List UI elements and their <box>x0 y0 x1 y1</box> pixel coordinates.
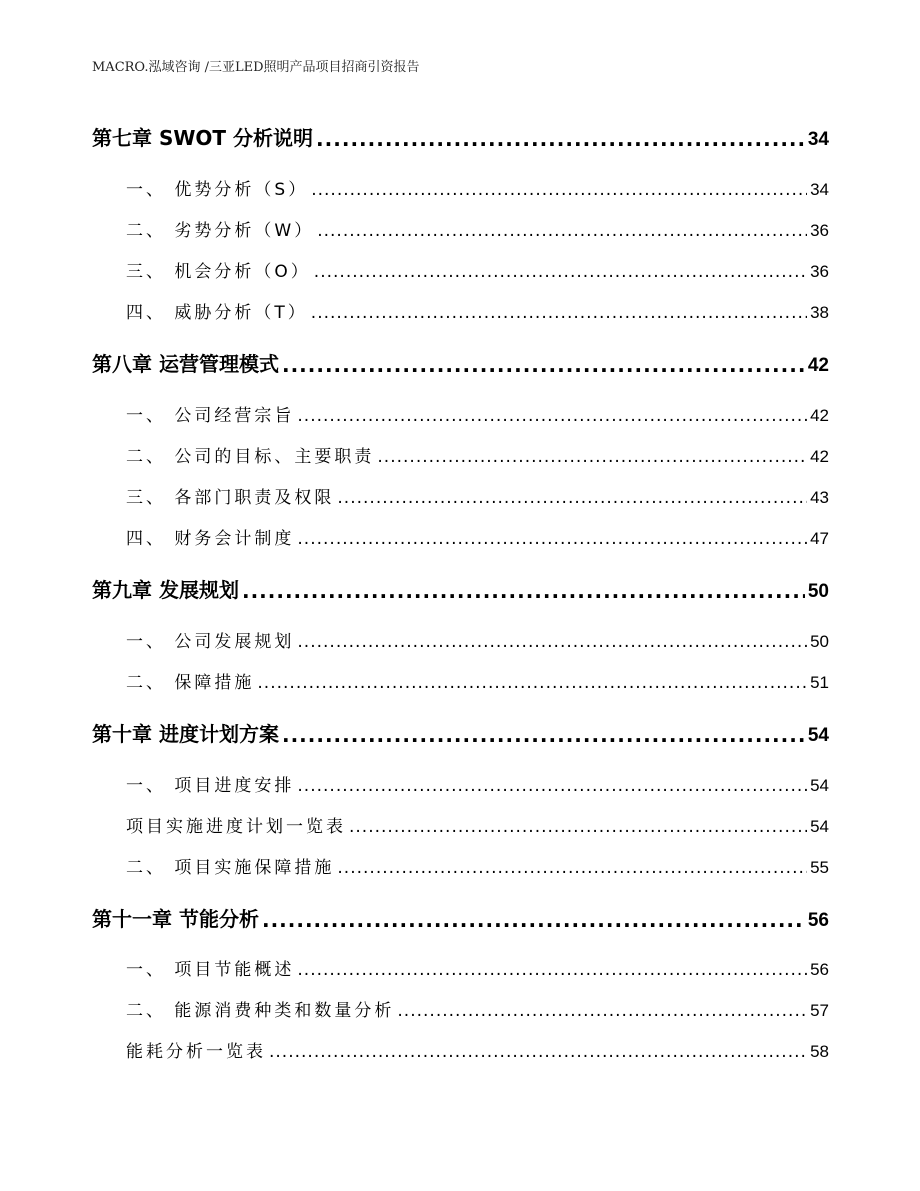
toc-leader-dots <box>297 529 807 549</box>
toc-page-number: 36 <box>810 221 829 240</box>
toc-entry-title: 一、 公司经营宗旨 <box>126 406 295 426</box>
toc-page-number: 36 <box>810 262 829 281</box>
toc-leader-dots <box>269 1042 807 1062</box>
toc-page-number: 54 <box>810 776 829 795</box>
toc-section-7-2[interactable] <box>92 216 829 241</box>
toc-section-11-2[interactable] <box>92 996 829 1021</box>
toc-chapter-11[interactable] <box>92 903 829 932</box>
toc-page-number: 43 <box>810 488 829 507</box>
toc-page-number: 42 <box>810 406 829 425</box>
toc-leader-dots <box>311 180 807 200</box>
toc-page-number: 51 <box>810 673 829 692</box>
toc-entry-title: 第九章 发展规划 <box>92 578 239 602</box>
toc-chapter-8[interactable] <box>92 348 829 377</box>
toc-entry-title: 二、 劣势分析（W） <box>126 221 315 241</box>
toc-leader-dots <box>317 221 807 241</box>
toc-page-number: 38 <box>810 303 829 322</box>
toc-page-number: 54 <box>810 817 829 836</box>
toc-entry-title: 三、 机会分析（O） <box>126 262 311 282</box>
toc-section-8-1[interactable] <box>92 401 829 426</box>
toc-table-11-1[interactable] <box>92 1037 829 1062</box>
toc-entry-title: 能耗分析一览表 <box>126 1042 266 1062</box>
toc-entry-title: 一、 优势分析（S） <box>126 180 309 200</box>
toc-entry-title: 一、 公司发展规划 <box>126 632 295 652</box>
toc-entry-title: 四、 威胁分析（T） <box>126 303 308 323</box>
toc-leader-dots <box>314 262 807 282</box>
toc-section-8-2[interactable] <box>92 442 829 467</box>
toc-page-number: 55 <box>810 858 829 877</box>
toc-leader-dots <box>282 353 805 377</box>
toc-page-number: 56 <box>807 910 829 931</box>
toc-leader-dots <box>377 447 807 467</box>
toc-section-7-4[interactable] <box>92 298 829 323</box>
toc-leader-dots <box>349 817 807 837</box>
toc-entry-title: 第八章 运营管理模式 <box>92 352 279 376</box>
toc-section-11-1[interactable] <box>92 955 829 980</box>
toc-leader-dots <box>257 673 807 693</box>
toc-leader-dots <box>297 776 807 796</box>
toc-section-9-2[interactable] <box>92 668 829 693</box>
toc-page-number: 42 <box>807 355 829 376</box>
toc-entry-title: 三、 各部门职责及权限 <box>126 488 335 508</box>
toc-page-number: 54 <box>807 725 829 746</box>
toc-chapter-9[interactable] <box>92 574 829 603</box>
toc-leader-dots <box>316 127 805 151</box>
toc-chapter-7[interactable] <box>92 122 829 151</box>
toc-entry-title: 二、 公司的目标、主要职责 <box>126 447 375 467</box>
toc-leader-dots <box>397 1001 807 1021</box>
toc-page-number: 50 <box>807 581 829 602</box>
toc-leader-dots <box>297 632 807 652</box>
toc-page-number: 47 <box>810 529 829 548</box>
toc-page-number: 56 <box>810 960 829 979</box>
toc-leader-dots <box>337 858 807 878</box>
toc-entry-title: 第十章 进度计划方案 <box>92 722 279 746</box>
toc-section-7-1[interactable] <box>92 175 829 200</box>
toc-section-8-4[interactable] <box>92 524 829 549</box>
toc-leader-dots <box>297 960 807 980</box>
toc-entry-title: 项目实施进度计划一览表 <box>126 817 346 837</box>
toc-entry-title: 一、 项目进度安排 <box>126 776 295 796</box>
toc-leader-dots <box>311 303 807 323</box>
toc-entry-title: 二、 保障措施 <box>126 673 255 693</box>
toc-chapter-10[interactable] <box>92 718 829 747</box>
page-header: MACRO.泓域咨询 /三亚LED照明产品项目招商引资报告 <box>92 60 420 75</box>
toc-section-10-2[interactable] <box>92 853 829 878</box>
toc-section-7-3[interactable] <box>92 257 829 282</box>
toc-leader-dots <box>262 908 805 932</box>
toc-leader-dots <box>297 406 807 426</box>
toc-page-number: 34 <box>810 180 829 199</box>
toc-page-number: 57 <box>810 1001 829 1020</box>
toc-entry-title: 二、 能源消费种类和数量分析 <box>126 1001 395 1021</box>
toc-entry-title: 四、 财务会计制度 <box>126 529 295 549</box>
toc-entry-title: 一、 项目节能概述 <box>126 960 295 980</box>
toc-section-8-3[interactable] <box>92 483 829 508</box>
toc-page-number: 42 <box>810 447 829 466</box>
toc-entry-title: 第七章 SWOT 分析说明 <box>92 126 314 150</box>
toc-section-9-1[interactable] <box>92 627 829 652</box>
toc-leader-dots <box>337 488 807 508</box>
toc-entry-title: 二、 项目实施保障措施 <box>126 858 335 878</box>
toc-page-number: 50 <box>810 632 829 651</box>
toc-page-number: 34 <box>807 129 829 150</box>
toc-page-number: 58 <box>810 1042 829 1061</box>
toc-entry-title: 第十一章 节能分析 <box>92 907 259 931</box>
toc-leader-dots <box>242 579 805 603</box>
toc-leader-dots <box>282 723 805 747</box>
toc-section-10-1[interactable] <box>92 771 829 796</box>
toc-table-10-1[interactable] <box>92 812 829 837</box>
